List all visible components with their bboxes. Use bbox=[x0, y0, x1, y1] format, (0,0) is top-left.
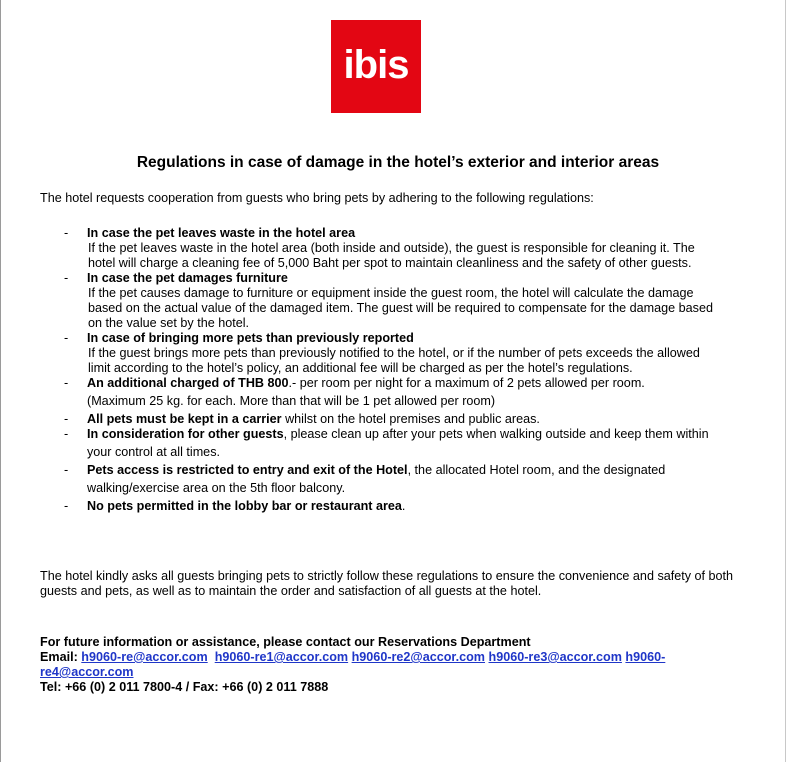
rule-bold: An additional charged of THB 800 bbox=[87, 376, 289, 390]
email-label: Email: bbox=[40, 650, 82, 664]
list-item bbox=[64, 427, 764, 460]
rule-line: If the pet leaves waste in the hotel area (both inside and outside), the guest is responsible for cleaning it. The bbox=[88, 241, 695, 255]
rule-bold: All pets must be kept in a carrier bbox=[87, 412, 282, 426]
page-title: Regulations in case of damage in the hotel’s exterior and interior areas bbox=[136, 154, 660, 171]
rule-text: . bbox=[401, 499, 406, 513]
email-link[interactable]: h9060-re@accor.com bbox=[81, 650, 208, 664]
rule-bold: No pets permitted in the lobby bar or restaurant area bbox=[87, 499, 402, 513]
bullet: - bbox=[64, 499, 69, 513]
email-line bbox=[40, 650, 730, 680]
page-edge-right bbox=[785, 0, 786, 762]
rule-line: limit according to the hotel’s policy, an additional fee will be charged as per the hotel’s regulations. bbox=[88, 361, 633, 375]
rule-bold: In consideration for other guests bbox=[87, 427, 284, 441]
rule-text: .- per room per night for a maximum of 2 pets allowed per room. bbox=[288, 376, 645, 390]
email-link[interactable]: h9060-re4@accor.com bbox=[40, 650, 666, 679]
rule-text: , the allocated Hotel room, and the designated bbox=[407, 463, 666, 477]
rule-line: If the pet causes damage to furniture or equipment inside the guest room, the hotel will calculate the damage bbox=[88, 286, 694, 300]
list-item bbox=[64, 226, 764, 271]
bullet: - bbox=[64, 271, 69, 285]
rule-line: hotel will charge a cleaning fee of 5,000 Baht per spot to maintain cleanliness and the safety of other guests. bbox=[88, 256, 692, 270]
email-link[interactable]: h9060-re3@accor.com bbox=[488, 650, 622, 664]
logo-text: ibis bbox=[343, 42, 409, 87]
regulations-list bbox=[64, 226, 764, 514]
phone-line: Tel: +66 (0) 2 011 7800-4 / Fax: +66 (0) 2 011 7888 bbox=[40, 680, 329, 694]
rule-heading: In case of bringing more pets than previously reported bbox=[87, 331, 414, 345]
list-item bbox=[64, 331, 764, 376]
closing-paragraph: The hotel kindly asks all guests bringing pets to strictly follow these regulations to ensure the convenience and safety of both guests and pets, as well as to maintain the order and satisfaction of all guests at the hotel. bbox=[40, 569, 734, 598]
rule-line: (Maximum 25 kg. for each. More than that will be 1 pet allowed per room) bbox=[87, 394, 496, 408]
list-item bbox=[64, 499, 764, 514]
contact-heading: For future information or assistance, please contact our Reservations Department bbox=[40, 635, 531, 649]
rule-line: on the value set by the hotel. bbox=[88, 316, 250, 330]
list-item bbox=[64, 271, 764, 331]
rule-line: your control at all times. bbox=[87, 445, 220, 459]
rule-heading: In case the pet damages furniture bbox=[87, 271, 288, 285]
page-edge-left bbox=[0, 0, 1, 762]
contact-section bbox=[40, 635, 730, 695]
rule-line: based on the actual value of the damaged item. The guest will be required to compensate for the damage based bbox=[88, 301, 713, 315]
rule-bold: Pets access is restricted to entry and exit of the Hotel bbox=[87, 463, 408, 477]
rule-line: If the guest brings more pets than previously notified to the hotel, or if the number of pets exceeds the allowed bbox=[88, 346, 700, 360]
bullet: - bbox=[64, 463, 69, 477]
email-link[interactable]: h9060-re1@accor.com bbox=[214, 650, 349, 664]
rule-heading: In case the pet leaves waste in the hotel area bbox=[87, 226, 356, 240]
list-item bbox=[64, 412, 764, 427]
list-item bbox=[64, 463, 764, 496]
intro-text: The hotel requests cooperation from guests who bring pets by adhering to the following regulations: bbox=[40, 191, 594, 205]
rule-line: walking/exercise area on the 5th floor balcony. bbox=[87, 481, 346, 495]
bullet: - bbox=[64, 427, 69, 441]
ibis-logo bbox=[331, 20, 421, 113]
list-item bbox=[64, 376, 764, 409]
email-link[interactable]: h9060-re2@accor.com bbox=[351, 650, 486, 664]
bullet: - bbox=[64, 331, 69, 345]
bullet: - bbox=[64, 412, 69, 426]
rule-text: , please clean up after your pets when walking outside and keep them within bbox=[283, 427, 709, 441]
bullet: - bbox=[64, 376, 69, 390]
bullet: - bbox=[64, 226, 69, 240]
rule-text: whilst on the hotel premises and public areas. bbox=[281, 412, 540, 426]
